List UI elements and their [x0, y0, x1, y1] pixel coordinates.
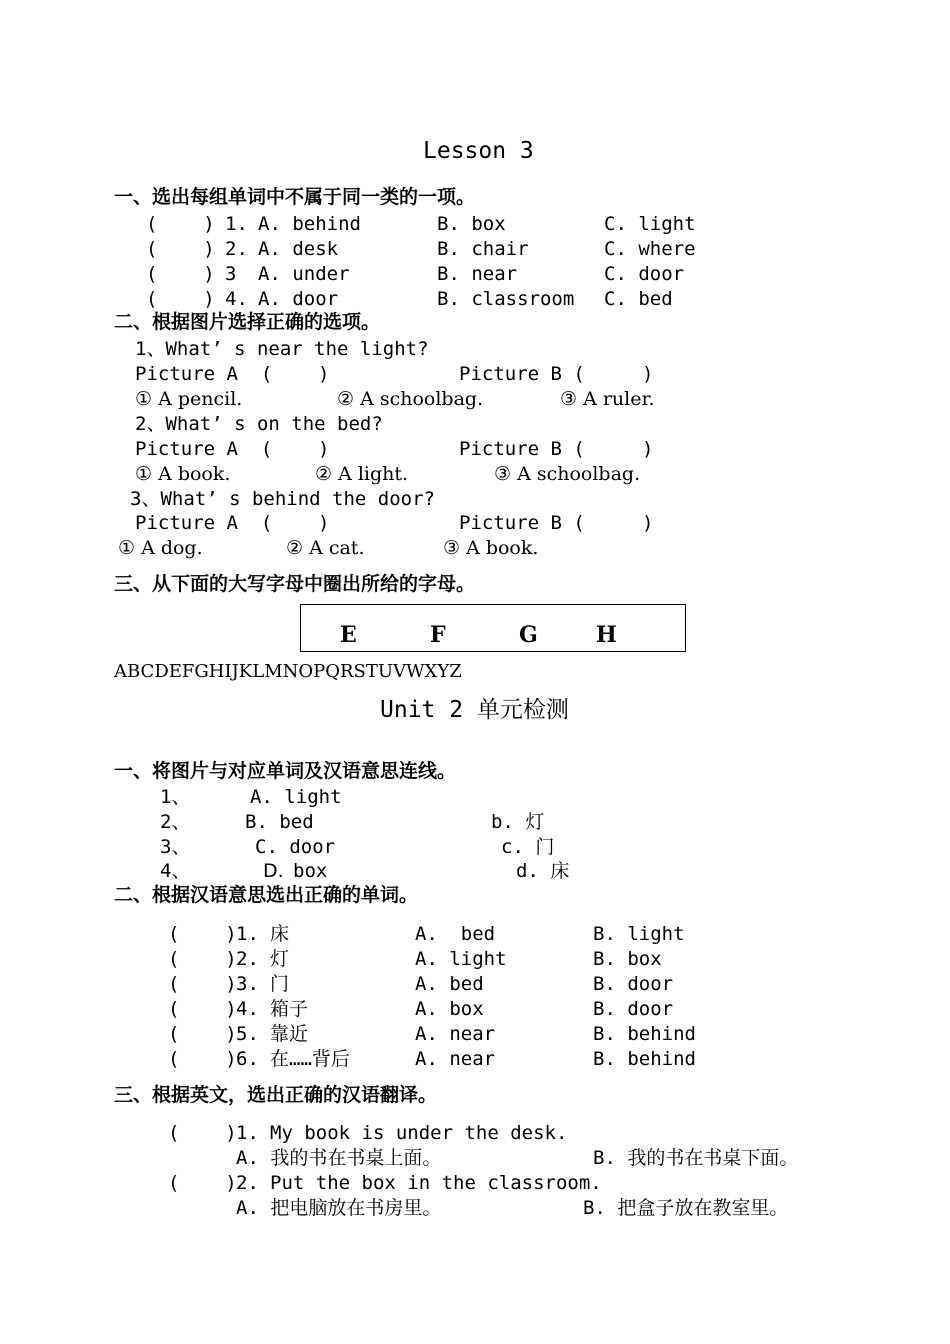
option-1: ① A pencil. [135, 388, 243, 410]
meaning-option[interactable]: b. 灯 [491, 811, 545, 833]
meaning-option[interactable]: c. 门 [501, 836, 555, 858]
option-2: ② A cat. [286, 537, 365, 559]
lesson3-section1-heading: 一、选出每组单词中不属于同一类的一项。 [114, 186, 476, 208]
letter-box [300, 604, 686, 652]
option-1: ① A dog. [118, 537, 203, 559]
meaning-option[interactable]: d. 床 [516, 860, 570, 882]
lesson3-section3-heading: 三、从下面的大写字母中圈出所给的字母。 [114, 573, 476, 595]
option-c: C. where [604, 238, 696, 260]
option-2: ② A light. [315, 463, 409, 485]
option-3: ③ A book. [443, 537, 539, 559]
picture-a-answer[interactable]: Picture A ( ) [135, 438, 330, 460]
answer-blank[interactable]: ( ) [168, 973, 237, 995]
option-b: B. door [593, 973, 674, 995]
given-letter: E [340, 622, 357, 648]
option-a: A. door [258, 288, 339, 310]
question-text: 1、What’ s near the light? [135, 338, 429, 360]
question-number: 2. [225, 238, 248, 260]
option-2: ② A schoolbag. [337, 388, 484, 410]
option-3: ③ A schoolbag. [494, 463, 641, 485]
chinese-word: 箱子 [270, 998, 309, 1020]
unit2-section2-heading: 二、根据汉语意思选出正确的单词。 [114, 884, 419, 906]
option-a: A. under [258, 263, 350, 285]
answer-blank[interactable]: ( ) [146, 263, 215, 285]
option-a: A. box [415, 998, 484, 1020]
answer-blank[interactable]: ( ) [168, 1048, 237, 1070]
option-a: A. 把电脑放在书房里。 [236, 1197, 442, 1219]
chinese-word: 在……背后 [270, 1048, 350, 1070]
option-a: A. desk [258, 238, 339, 260]
option-3: ③ A ruler. [560, 388, 655, 410]
question-number: 4. [236, 998, 259, 1020]
option-b: B. light [593, 923, 685, 945]
option-a: A. behind [258, 213, 361, 235]
question-text: 2、What’ s on the bed? [135, 413, 383, 435]
question-number: 4. [225, 288, 248, 310]
option-b: B. box [593, 948, 662, 970]
picture-b-answer[interactable]: Picture B ( ) [459, 438, 654, 460]
word-option[interactable]: A. light [250, 786, 342, 808]
picture-b-answer[interactable]: Picture B ( ) [459, 363, 654, 385]
question-number: 1. [225, 213, 248, 235]
option-a: A. bed [415, 973, 484, 995]
word-option[interactable]: B. bed [245, 811, 314, 833]
english-sentence: Put the box in the classroom. [270, 1172, 602, 1194]
unit2-title: Unit 2 单元检测 [380, 697, 569, 723]
question-number: 6. [236, 1048, 259, 1070]
answer-blank[interactable]: ( ) [146, 213, 215, 235]
answer-blank[interactable]: ( ) [168, 998, 237, 1020]
lesson3-section2-heading: 二、根据图片选择正确的选项。 [114, 311, 381, 333]
unit2-section3-heading: 三、根据英文，选出正确的汉语翻译。 [114, 1084, 438, 1106]
picture-number: 1、 [160, 786, 191, 808]
alphabet-row[interactable]: ABCDEFGHIJKLMNOPQRSTUVWXYZ [114, 661, 462, 682]
option-c: C. light [604, 213, 696, 235]
word-option[interactable]: C. door [255, 836, 336, 858]
question-number: 3 [225, 263, 237, 285]
answer-blank[interactable]: ( ) [146, 288, 215, 310]
option-c: C. bed [604, 288, 673, 310]
question-number: 1. [236, 1122, 259, 1144]
answer-blank[interactable]: ( ) [168, 948, 237, 970]
english-sentence: My book is under the desk. [270, 1122, 568, 1144]
option-1: ① A book. [135, 463, 231, 485]
picture-a-answer[interactable]: Picture A ( ) [135, 512, 330, 534]
given-letter: F [430, 622, 446, 648]
chinese-word: 床 [270, 923, 290, 945]
question-number: 5. [236, 1023, 259, 1045]
question-number: 3. [236, 973, 259, 995]
option-b: B. classroom [437, 288, 575, 310]
question-number: 2. [236, 948, 259, 970]
question-number: 1. [236, 923, 259, 945]
option-b: B. 我的书在书桌下面。 [593, 1147, 799, 1169]
chinese-word: 门 [270, 973, 290, 995]
option-a: A. near [415, 1048, 496, 1070]
option-a: A. light [415, 948, 507, 970]
option-a: A. bed [415, 923, 496, 945]
answer-blank[interactable]: ( ) [168, 923, 237, 945]
word-option[interactable]: box [293, 860, 328, 882]
option-b: B. near [437, 263, 518, 285]
given-letter: H [596, 622, 617, 648]
option-b: B. behind [593, 1023, 696, 1045]
option-b: B. box [437, 213, 506, 235]
answer-blank[interactable]: ( ) [168, 1122, 237, 1144]
chinese-word: 靠近 [270, 1023, 309, 1045]
chinese-word: 灯 [270, 948, 290, 970]
option-b: B. chair [437, 238, 529, 260]
question-text: 3、What’ s behind the door? [130, 488, 435, 510]
option-b: B. behind [593, 1048, 696, 1070]
option-b: B. 把盒子放在教室里。 [583, 1197, 789, 1219]
option-a: A. 我的书在书桌上面。 [236, 1147, 442, 1169]
picture-a-answer[interactable]: Picture A ( ) [135, 363, 330, 385]
lesson3-title: Lesson 3 [423, 138, 534, 164]
picture-number: 4、 [160, 860, 191, 882]
answer-blank[interactable]: ( ) [168, 1172, 237, 1194]
answer-blank[interactable]: ( ) [168, 1023, 237, 1045]
option-b: B. door [593, 998, 674, 1020]
option-c: C. door [604, 263, 685, 285]
question-number: 2. [236, 1172, 259, 1194]
given-letter: G [519, 622, 538, 648]
picture-number: 2、 [160, 811, 191, 833]
option-a: A. near [415, 1023, 496, 1045]
picture-b-answer[interactable]: Picture B ( ) [459, 512, 654, 534]
word-option-prefix: D. [263, 860, 284, 882]
picture-number: 3、 [160, 836, 191, 858]
unit2-section1-heading: 一、将图片与对应单词及汉语意思连线。 [114, 760, 457, 782]
answer-blank[interactable]: ( ) [146, 238, 215, 260]
